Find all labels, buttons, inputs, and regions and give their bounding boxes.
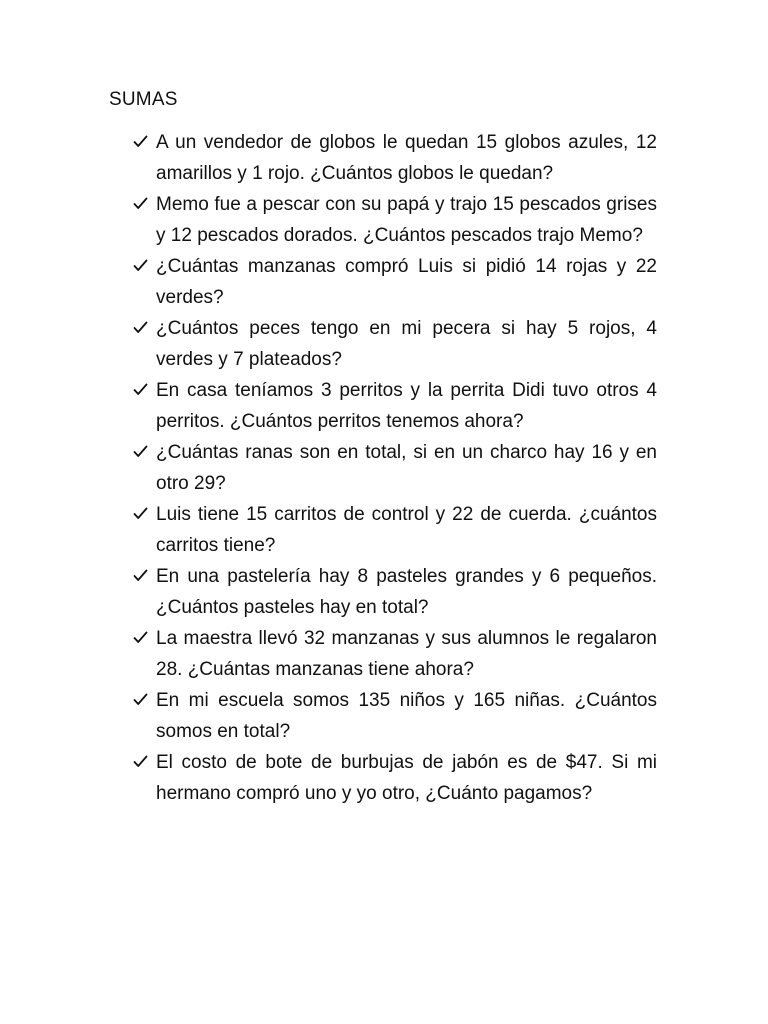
list-item <box>133 437 657 499</box>
problem-list <box>133 127 657 809</box>
list-item <box>133 127 657 189</box>
check-icon <box>133 196 148 211</box>
check-icon <box>133 444 148 459</box>
list-item <box>133 747 657 809</box>
list-item <box>133 623 657 685</box>
problem-text: En casa teníamos 3 perritos y la perrita Didi tuvo otros 4 perritos. ¿Cuántos perritos tenemos ahora? <box>156 380 657 432</box>
problem-text: ¿Cuántas ranas son en total, si en un charco hay 16 y en otro 29? <box>156 442 657 494</box>
check-icon <box>133 692 148 707</box>
problem-text: La maestra llevó 32 manzanas y sus alumnos le regalaron 28. ¿Cuántas manzanas tiene ahora? <box>156 628 657 680</box>
problem-text: En una pastelería hay 8 pasteles grandes y 6 pequeños. ¿Cuántos pasteles hay en total? <box>156 566 657 618</box>
check-icon <box>133 134 148 149</box>
check-icon <box>133 258 148 273</box>
check-icon <box>133 568 148 583</box>
problem-text: ¿Cuántos peces tengo en mi pecera si hay 5 rojos, 4 verdes y 7 plateados? <box>156 318 657 370</box>
list-item <box>133 499 657 561</box>
list-item <box>133 313 657 375</box>
problem-text: Memo fue a pescar con su papá y trajo 15 pescados grises y 12 pescados dorados. ¿Cuántos pescados trajo Memo? <box>156 194 657 246</box>
check-icon <box>133 320 148 335</box>
check-icon <box>133 506 148 521</box>
check-icon <box>133 630 148 645</box>
problem-text: Luis tiene 15 carritos de control y 22 de cuerda. ¿cuántos carritos tiene? <box>156 504 657 556</box>
document-title: SUMAS <box>109 89 178 110</box>
check-icon <box>133 754 148 769</box>
problem-text: A un vendedor de globos le quedan 15 globos azules, 12 amarillos y 1 rojo. ¿Cuántos globos le quedan? <box>156 132 657 184</box>
list-item <box>133 375 657 437</box>
check-icon <box>133 382 148 397</box>
problem-text: ¿Cuántas manzanas compró Luis si pidió 14 rojas y 22 verdes? <box>156 256 657 308</box>
problem-text: El costo de bote de burbujas de jabón es de $47. Si mi hermano compró uno y yo otro, ¿Cuánto pagamos? <box>156 752 657 804</box>
problem-text: En mi escuela somos 135 niños y 165 niñas. ¿Cuántos somos en total? <box>156 690 657 742</box>
list-item <box>133 561 657 623</box>
list-item <box>133 251 657 313</box>
list-item <box>133 189 657 251</box>
list-item <box>133 685 657 747</box>
